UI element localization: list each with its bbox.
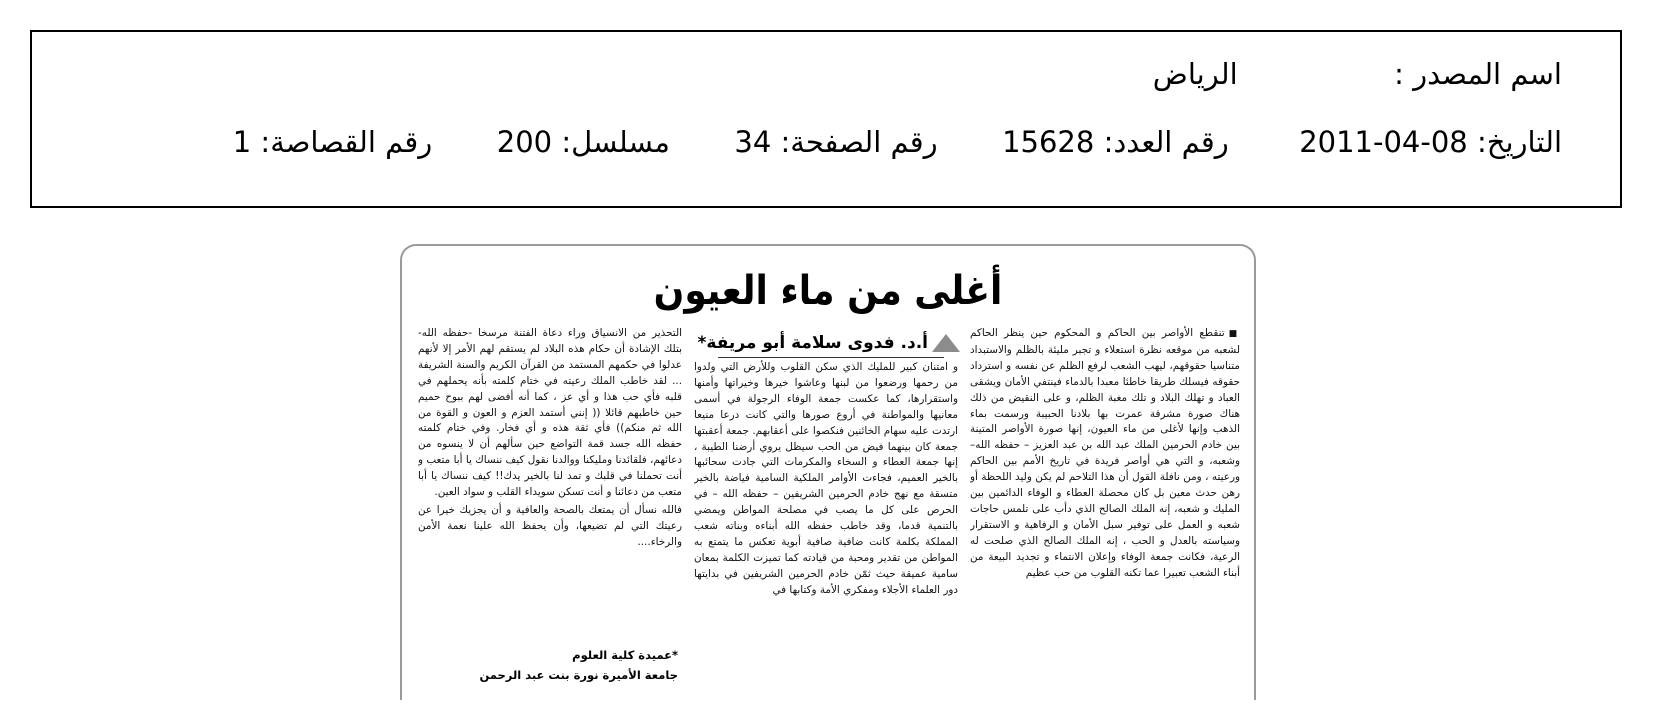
details-row — [233, 124, 1562, 160]
byline-underline — [718, 357, 944, 358]
newspaper-clipping — [400, 244, 1256, 700]
column-middle-text: و امتنان كبير للمليك الذي سكن القلوب وللأرض التي ولدوا من رحمها ورضعوا من لبنها وعاشوا خيرها وخيراتها وأمنها واستقرارها، كما عكست جمعة الوفاء الرجولة في أسمى معانيها والمواطنة في أروع صورها والتي كانت درعا منيعا ارتدت عليه سهام الخائنين فنكصوا على أعقابهم. جمعة أعقبتها جمعة كان بينهما فيض من الحب سيظل يروي أرضنا الطيبة ، إنها جمعة العطاء و السخاء والمكرمات التي جادت سحائبها بالخير العميم، فجاءت الأوامر الملكية السامية فياضة بالخير متسقة مع نهج خادم الحرمين الشريفين – حفظه الله – في الحرص على كل ما يصب في مصلحة المواطن ويمضي بالتنمية قدما، وقد خاطب حفظه الله أبناءه وبناته شعب المملكة بكلمة كانت ضافية صافية أبوية تعكس ما يتمتع به المواطن من تقدير ومحبة من قيادته كما تميزت الكلمة بمعان سامية عميقة حيث ثمّن خادم الحرمين الشريفين في بدايتها دور العلماء الأجلاء ومفكري الأمة وكتابها في — [694, 361, 958, 596]
article-byline: أ.د. فدوى سلامة أبو مريفة* — [697, 333, 928, 353]
source-label: اسم المصدر : — [1394, 57, 1562, 91]
date-label: التاريخ: — [1476, 125, 1562, 159]
bullet-icon: ■ — [1228, 329, 1240, 339]
article-column-middle — [694, 360, 958, 700]
clip-label: رقم القصاصة: — [260, 125, 433, 159]
author-university: جامعة الأميرة نورة بنت عبد الرحمن — [479, 668, 678, 682]
serial-label: مسلسل: — [561, 125, 670, 159]
serial-value: 200 — [496, 125, 553, 159]
author-title: *عميدة كلية العلوم — [572, 648, 678, 662]
article-column-right — [970, 326, 1240, 700]
issue-value: 15628 — [1002, 125, 1095, 159]
article-column-left — [418, 326, 682, 626]
date-value: 2011-04-08 — [1299, 125, 1468, 159]
page-value: 34 — [734, 125, 772, 159]
article-title: أغلى من ماء العيون — [653, 268, 1003, 314]
source-value: الرياض — [1152, 57, 1238, 91]
column-left-closing: فالله نسأل أن يمتعك بالصحة والعافية و أن يجزيك خيرا عن رعيتك التي لم تضيعها، وأن يحفظ الله علينا نعمة الأمن والرخاء.... — [418, 503, 682, 548]
source-row — [1153, 56, 1562, 92]
page-label: رقم الصفحة: — [780, 125, 938, 159]
column-left-text: التحذير من الانسياق وراء دعاة الفتنة مرسخا -حفظه الله- بتلك الإشادة أن حكام هذه البلاد لم يستقم لهم الأمر إلا لأنهم عدلوا في حكمهم المستمد من القرآن الكريم والسنة الشريفة ... لقد خاطب الملك رعيته في ختام كلمته بأنه يحملهم في قلبه فأي حب هذا و أي عز ، كما أنه أفضى لهم ببوح حميم حين خاطبهم قائلا (( إنني أستمد العزم و العون و القوة من الله ثم منكم)) فأي ثقة هذه و أي فخار. وفي ختام كلمته حفظه الله جسد قمة التواضع حين سألهم أن لا ينسوه من دعائهم، فلقائدنا ومليكنا ووالدنا نقول كيف ننساك يا أبا متعب و أنت تحملنا في قلبك و تمد لنا بالخير يدك!! كيف ننساك يا أبا متعب من دعائنا و أنت تسكن سويداء القلب و سواد العين. — [418, 327, 682, 499]
byline-triangle-icon — [932, 334, 960, 352]
issue-label: رقم العدد: — [1103, 125, 1229, 159]
clipping-metadata-box — [30, 30, 1622, 208]
clip-value: 1 — [232, 125, 252, 159]
column-right-text: تنقطع الأواصر بين الحاكم و المحكوم حين ينظر الحاكم لشعبه من موقعه نظرة استعلاء و تجبر مليئة بالظلم والاستبداد متناسيا حقوقهم، ليهب الشعب لرفع الظلم عن نفسه و استرداد حقوقه فيسلك طريقا خاطئا معبدا بالدماء فينتفي الأمان ويشقى العباد و تهلك البلاد و تلك مغبة الظلم، و على النقيض من ذلك هناك صورة مشرقة عمرت بها بلادنا الحبيبة ورسمت بماء الذهب وإنها لأغلى من ماء العيون، إنها صورة الأواصر المتينة بين خادم الحرمين الملك عبد الله بن عبد العزيز – حفظه الله– وشعبه، و التي هي أواصر فريدة في تاريخ الأمم بين الحاكم ورعيته ، ومن نافلة القول أن هذا التلاحم لم يكن وليد اللحظة أو رهن حدث معين بل كان محصلة العطاء و الوفاء الدائمين بين المليك و شعبه، إنه الملك الصالح الذي دأب على تلمس حاجات شعبه و العمل على توفير سبل الأمان و الرفاهية و الاستقرار وسياسته بالعدل و الحب ، إنه الملك الصالح الذي صلحت له الرعية، فكانت جمعة الوفاء وإعلان الانتماء و تجديد البيعة من أبناء الشعب تعبيرا عما تكنه القلوب من حب عظيم — [970, 327, 1240, 579]
